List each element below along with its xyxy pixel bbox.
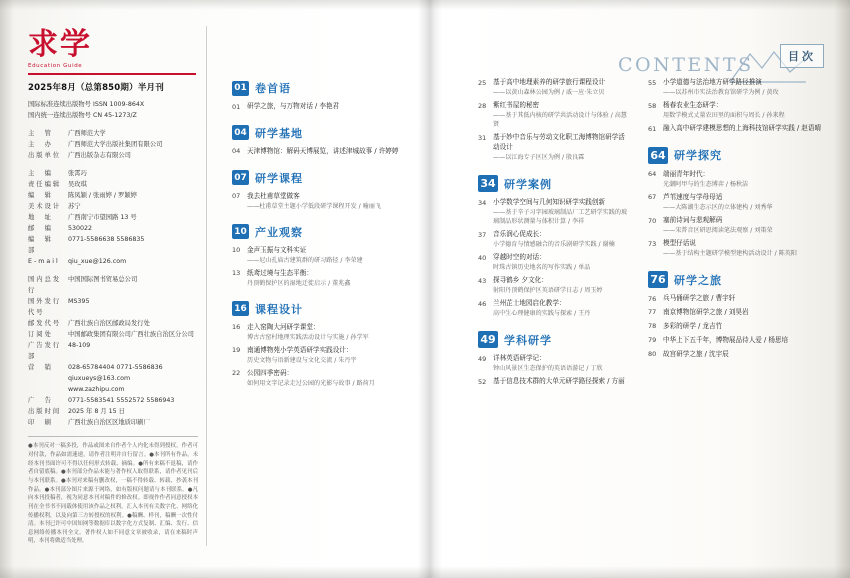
issuer-value: 广西出版杂志有限公司 (68, 152, 131, 160)
editorial-row (28, 168, 198, 179)
toc-section-header (478, 175, 630, 192)
entry-subtitle: 小学德育与情感融合的音乐剧研学实践 / 谢楠 (493, 241, 615, 249)
editorial-row (28, 201, 198, 212)
entry-title: 融入高中研学建模思想的上海科技馆研学实践 / 赵语晴 (663, 124, 822, 133)
editorial-block (28, 168, 198, 267)
toc-entry[interactable] (648, 294, 824, 304)
toc-section (232, 80, 404, 112)
distribution-value: 广西壮族自治区区地质印刷厂 (68, 419, 150, 427)
entry-page: 49 (478, 354, 487, 363)
entry-title: 芦苇速度与学母母适 (663, 192, 723, 201)
entry-page: 04 (232, 147, 241, 156)
entry-subtitle: ——基于结构主题研学模型建构活动设计 / 陈英阳 (663, 249, 797, 257)
distribution-row (28, 373, 198, 384)
editorial-row (28, 223, 198, 234)
toc-left-column (232, 80, 404, 401)
section-number-badge: 76 (648, 271, 668, 288)
editorial-key: 地 址 (28, 214, 53, 222)
distribution-row (28, 395, 198, 406)
entry-subtitle: ——宋普音区研思阅读笔法观察 / 刘策荣 (663, 226, 773, 234)
editorial-key: E-mail (28, 258, 60, 266)
entry-title: 多彩的研学 / 龙吉竹 (663, 321, 723, 330)
toc-section (648, 147, 824, 258)
toc-entry[interactable] (478, 230, 630, 249)
entry-subtitle: ——尼山孔庙古建筑群的研习路径 / 李荣建 (247, 256, 363, 264)
entry-page: 28 (478, 101, 487, 110)
toc-entry[interactable] (232, 269, 404, 288)
entry-page: 52 (478, 377, 487, 386)
toc-section-header (232, 170, 404, 186)
section-title: 学科研学 (504, 333, 552, 347)
entry-title: 端丽青年时代： (663, 169, 710, 178)
toc-entry[interactable] (648, 350, 824, 360)
logo-rule (28, 73, 196, 75)
entry-page: 64 (648, 170, 657, 179)
section-number-badge: 16 (232, 301, 249, 316)
distribution-value: 0771-5583541 5552572 5586943 (68, 397, 175, 405)
section-title: 产业观察 (255, 225, 303, 239)
toc-right-column-b (648, 78, 824, 373)
editorial-row (28, 179, 198, 190)
distribution-row (28, 340, 198, 362)
issuer-row (28, 150, 198, 161)
editorial-value: 广西南宁市望园路 13 号 (68, 214, 137, 222)
editorial-key: 责任编辑 (28, 181, 62, 189)
toc-entry[interactable] (478, 276, 630, 295)
entry-title: 杨春农业生态研学： (663, 101, 723, 110)
editorial-key: 编 辑 部 (28, 236, 62, 255)
toc-entry[interactable] (648, 308, 824, 318)
toc-entry[interactable] (232, 147, 404, 157)
toc-entry[interactable] (478, 299, 630, 318)
entry-title: 南通博物苑小学英语研学实践设计： (247, 345, 353, 354)
page-edge-right (834, 0, 850, 578)
toc-entry[interactable] (648, 239, 824, 258)
entry-page: 01 (232, 102, 241, 111)
entry-subtitle: ——以苏州市实法治教育馆研学为例 / 黄玫 (663, 88, 779, 96)
distribution-row (28, 406, 198, 417)
toc-section (232, 224, 404, 288)
entry-page: 78 (648, 322, 657, 331)
entry-page: 79 (648, 336, 657, 345)
distribution-key: 印 刷 (28, 419, 53, 427)
entry-title: 基于高中地理素养的研学旅行课程设计 (493, 78, 606, 86)
editorial-row (28, 212, 198, 223)
entry-subtitle: 如何用文字记录走过公园的光影与故事 / 路荷月 (247, 379, 375, 387)
editorial-value: 0771-5586638 5586835 (68, 236, 145, 244)
entry-title: 中华上下五千年，博物展品待人爱 / 杨思培 (663, 335, 789, 344)
distribution-row (28, 417, 198, 428)
entry-page: 55 (648, 78, 657, 87)
distribution-row (28, 318, 198, 329)
entry-page: 61 (648, 124, 657, 133)
toc-entry[interactable] (478, 101, 630, 129)
issuer-key: 出版单位 (28, 152, 62, 160)
section-number-badge: 64 (648, 147, 668, 164)
distribution-key: 出版时间 (28, 408, 62, 416)
editorial-value: 吴玫琪 (68, 181, 87, 189)
toc-entry[interactable] (648, 322, 824, 332)
entry-subtitle: ——以黄山森林公园为例 / 戚一应·朱立贝 (493, 88, 605, 96)
distribution-row (28, 296, 198, 318)
entry-subtitle: ——大陈湖生态示区的立体建构 / 刘秀华 (663, 203, 773, 211)
entry-title: 兵马俑研学之旅 / 曹宇轩 (663, 294, 736, 303)
entry-subtitle: ——基于其低内核的研学共活动设计与体验 / 高慧贤 (493, 111, 627, 129)
distribution-key: 订阅处 (28, 331, 53, 339)
distribution-value: 48-109 (68, 342, 91, 350)
entry-title: 天津博物馆：解码天博展览，讲述津城故事 / 许婷婷 (247, 146, 399, 155)
distribution-key: 广告发行部 (28, 342, 62, 361)
distribution-key: 广 告 (28, 397, 53, 405)
distribution-value: 2025 年 8 月 15 日 (68, 408, 125, 416)
toc-entry[interactable] (648, 101, 824, 120)
entry-page: 40 (478, 253, 487, 262)
entry-subtitle: ——杜甫草堂主题小学低段研学课程开发 / 喻丽飞 (247, 202, 381, 210)
toc-section (478, 175, 630, 318)
toc-section-header (232, 224, 404, 240)
distribution-row (28, 329, 198, 340)
entry-page: 10 (232, 246, 241, 255)
entry-title: 故宫研学之旅 / 沈宇辰 (663, 349, 729, 358)
entry-title: 走入窑陶大河研学课堂： (247, 322, 320, 331)
toc-section-header (232, 125, 404, 141)
distribution-value: 028-65784404 0771-5586836 (68, 364, 163, 372)
mulu-label: 目次 (780, 44, 824, 68)
distribution-row (28, 362, 198, 373)
toc-section (232, 125, 404, 157)
entry-title: 基于信息技术群的大单元研学路径探索 / 方丽 (493, 377, 625, 386)
entry-title: 公园四季密码： (247, 368, 294, 377)
section-number-badge: 10 (232, 224, 249, 239)
section-title: 研学案例 (504, 177, 552, 191)
entry-subtitle: 射阳丹顶鹤保护区英语研学日志 / 周玉婷 (493, 287, 603, 295)
editorial-row (28, 234, 198, 256)
legal-disclaimer: ●本刊反对一稿多投，作品或图来自作者个人内化未得到授权。作者可对付款，作品如需速递，请作者注明并自行留言。●本刊所有作品，未经本刊书面许可不得以任何形式转载、摘编。●所有来稿不退稿，请作者自留底稿。●本刊部分作品未能与著作权人取得联系，请作者见刊后与本刊联系。●本刊对来稿有删改权，一稿不得转载、转载、抄袭本刊作品。●本刊部分图片来源于网络，如有版权问题请与本刊联系。●凡向本刊投稿者，视为同意本刊对稿件的修改权。即视作作者同意授权本刊在全书书不同载体使用该作品之权利。汇入本刊有关数字化、网络化传播权利，以及向第三方转授权的权利。●稿酬、样刊，稿酬一次性付清。本刊已许可中国知网等数据库以数字化方式复制、汇编、发行、信息网络传播本刊全文。著作权人如不同意文章被收录，请在来稿时声明，本刊将做适当处理。 (28, 436, 198, 546)
entry-page: 37 (478, 230, 487, 239)
entry-page: 46 (478, 299, 487, 308)
section-number-badge: 04 (232, 125, 249, 140)
entry-title: 研学之旅，与万物对话 / 李艳君 (247, 102, 340, 110)
section-title: 研学基地 (255, 126, 303, 140)
editorial-row (28, 256, 198, 267)
entry-title: 塞前诗词与悲观解码 (663, 216, 723, 225)
distribution-value: 广西壮族自治区邮政局发行处 (68, 320, 150, 328)
toc-section-header (232, 301, 404, 317)
entry-page: 76 (648, 294, 657, 303)
toc-section (232, 170, 404, 211)
editorial-key: 主 编 (28, 170, 53, 178)
toc-entry[interactable] (648, 170, 824, 189)
distribution-key: 营 销 (28, 364, 53, 372)
entry-page: 25 (478, 78, 487, 87)
section-number-badge: 34 (478, 175, 498, 192)
editorial-key: 编 辑 (28, 192, 53, 200)
editorial-value: 苏宁 (68, 203, 81, 211)
toc-entry[interactable] (232, 102, 404, 112)
masthead-block (28, 28, 198, 546)
entry-title: 模型仔话说 (663, 239, 696, 248)
entry-page: 16 (232, 323, 241, 332)
publisher-row (28, 128, 198, 139)
editorial-row (28, 190, 198, 201)
entry-title: 我去杜甫草堂做客 (247, 191, 300, 200)
entry-page: 22 (232, 369, 241, 378)
toc-entry[interactable] (648, 336, 824, 346)
toc-entry[interactable] (232, 323, 404, 342)
entry-title: 兰州芷士地园启化教学： (493, 299, 566, 308)
entry-title: 探寻鹤乡 夕文化： (493, 276, 548, 285)
entry-subtitle: 高中生心理健康的实践与探索 / 王丹 (493, 310, 591, 318)
sponsor-value: 广西师范大学出版社集团有限公司 (68, 141, 163, 149)
entry-page: 13 (232, 269, 241, 278)
entry-page: 70 (648, 216, 657, 225)
distribution-key: 国外发行代号 (28, 298, 62, 317)
section-number-badge: 07 (232, 170, 249, 185)
toc-section-continued (478, 78, 630, 162)
section-title: 卷首语 (255, 82, 291, 95)
entry-title: 详林英语研学记： (493, 354, 546, 363)
toc-entry[interactable] (478, 253, 630, 272)
entry-title: 南京博物馆研学之旅 / 刘昊岩 (663, 307, 749, 316)
issn-block (28, 99, 198, 121)
distribution-key (28, 373, 68, 384)
entry-title: 小学道德与法治地方研学路径推演 (663, 78, 762, 86)
editorial-value: 陈凤颖 / 张雨婷 / 罗颖婷 (68, 192, 137, 200)
toc-entry[interactable] (478, 78, 630, 97)
entry-page: 58 (648, 101, 657, 110)
entry-subtitle: 历史文物与语新建设与文化交流 / 朱丹宇 (247, 356, 357, 364)
entry-subtitle: 博古古窑村地理实践活动设计与实施 / 孙学军 (247, 333, 369, 341)
toc-section-header (478, 331, 630, 348)
publisher-value: 广西师范大学 (68, 130, 106, 138)
entry-title: 纸鸢过境与生态平衡： (247, 268, 313, 277)
toc-section (232, 301, 404, 388)
toc-entry[interactable] (232, 346, 404, 365)
magazine-logo: 求学 (28, 27, 92, 62)
toc-entry[interactable] (232, 192, 404, 211)
entry-page: 34 (478, 198, 487, 207)
toc-entry[interactable] (478, 198, 630, 226)
entry-subtitle: 光潮阿甲与的生态博弈 / 杨秋洁 (663, 180, 749, 188)
entry-page: 31 (478, 133, 487, 142)
toc-entry[interactable] (232, 246, 404, 265)
distribution-key: 邮发代号 (28, 320, 62, 328)
entry-page: 80 (648, 350, 657, 359)
toc-section-header (648, 271, 824, 288)
distribution-block (28, 274, 198, 428)
entry-title: 小学数学空间与几何知识研学实践创新 (493, 198, 606, 207)
toc-right-column-a (478, 78, 630, 400)
distribution-value: www.zazhipu.com (68, 386, 125, 394)
issn-line: 国际标准连续出版物号 ISSN 1009-864X (28, 101, 145, 108)
toc-section (648, 271, 824, 359)
distribution-key: 国内总发行 (28, 276, 62, 295)
distribution-value: 中国邮政集团有限公司广西壮族自治区分公司 (68, 331, 194, 339)
publisher-block (28, 128, 198, 161)
entry-page: 73 (648, 239, 657, 248)
section-title: 研学课程 (255, 171, 303, 185)
entry-subtitle: 时珠古镇历史地名的写作实践 / 单品 (493, 264, 591, 272)
book-spine (418, 0, 442, 578)
entry-page: 67 (648, 193, 657, 202)
editorial-value: 张霄巧 (68, 170, 87, 178)
toc-section-header (232, 80, 404, 96)
toc-entry[interactable] (648, 124, 824, 134)
entry-subtitle: 丹顶鹤保护区的湿地迁徙启示 / 董兆鑫 (247, 279, 351, 287)
entry-subtitle: 钟山风景区生态保护的英语语游记 / 丁欣 (493, 365, 603, 373)
toc-entry[interactable] (478, 354, 630, 373)
distribution-value: 中国国际图书贸易总公司 (68, 276, 138, 284)
editorial-key: 美术设计 (28, 203, 62, 211)
entry-page: 43 (478, 276, 487, 285)
section-number-badge: 01 (232, 81, 249, 96)
distribution-row (28, 274, 198, 296)
section-title: 研学探究 (674, 149, 722, 163)
toc-entry[interactable] (648, 216, 824, 235)
section-number-badge: 49 (478, 331, 498, 348)
entry-subtitle: ——以江海专子区区为例 / 殷良霖 (493, 153, 585, 161)
sponsor-key: 主 办 (28, 141, 53, 149)
toc-entry[interactable] (478, 377, 630, 387)
contents-word: CONTENTS (618, 54, 754, 76)
editorial-key: 邮 编 (28, 225, 53, 233)
toc-entry[interactable] (648, 193, 824, 212)
distribution-key (28, 384, 68, 395)
toc-entry[interactable] (648, 78, 824, 97)
entry-title: 金声玉振与文科实证 (247, 245, 307, 254)
distribution-row (28, 384, 198, 395)
entry-page: 77 (648, 308, 657, 317)
editorial-value: qiu_xue@126.com (68, 258, 127, 266)
entry-subtitle: 用数学模式丈量农田里的面积与周长 / 孙来程 (663, 111, 785, 119)
entry-title: 紫红书屋的秘密 (493, 101, 540, 110)
editorial-value: 530022 (68, 225, 93, 233)
section-title: 研学之旅 (674, 273, 722, 287)
magazine-logo-en: Education Guide (28, 63, 83, 69)
page-edge-left (0, 0, 14, 578)
entry-page: 07 (232, 192, 241, 201)
distribution-value: MS395 (68, 298, 90, 306)
publisher-key: 主 管 (28, 130, 53, 138)
entry-page: 19 (232, 346, 241, 355)
distribution-value: qiuxueys@163.com (68, 375, 131, 383)
sponsor-row (28, 139, 198, 150)
toc-entry[interactable] (232, 369, 404, 388)
vertical-divider (206, 26, 207, 546)
toc-section (478, 331, 630, 387)
entry-title: 基于妙中音乐与劳动文化职工海博物馆研学活动设计 (493, 133, 625, 152)
cn-line: 国内统一连续出版物号 CN 45-1273/Z (28, 112, 137, 120)
entry-subtitle: ——基于辛子习字园玻璃制品厂工艺研学实践的玻璃制品形状测量与体积计算 / 李祥 (493, 209, 628, 226)
toc-entry[interactable] (478, 133, 630, 162)
toc-section-continued (648, 78, 824, 134)
entry-title: 音乐润心促成长： (493, 230, 546, 239)
entry-title: 穿越时空的对话： (493, 253, 546, 262)
section-title: 课程设计 (255, 302, 303, 316)
toc-section-header (648, 147, 824, 164)
issue-line: 2025年8月（总第850期）半月刊 (28, 83, 164, 93)
